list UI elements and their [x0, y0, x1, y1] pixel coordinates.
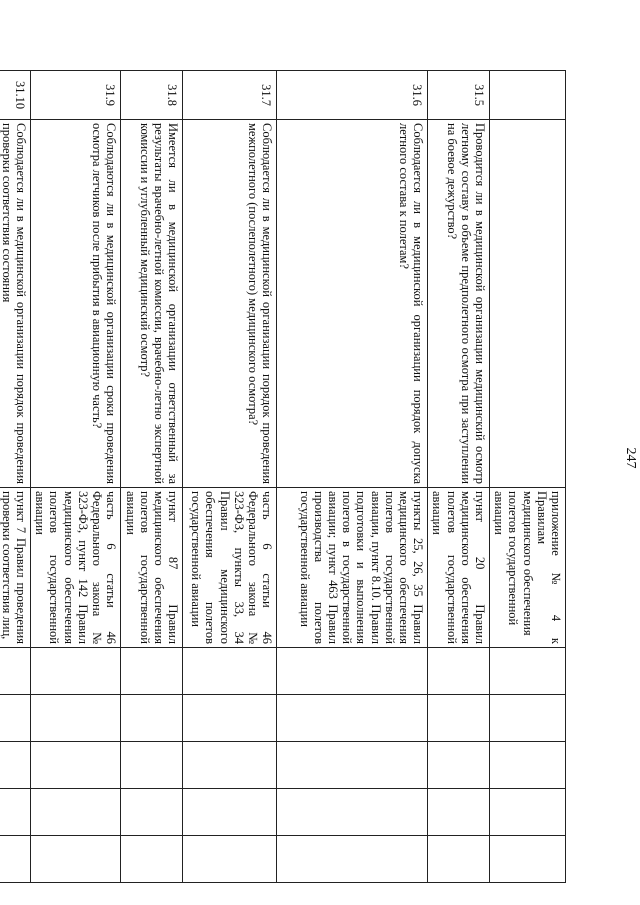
empty-cell — [428, 789, 490, 836]
empty-cell — [489, 836, 565, 883]
empty-cell — [277, 742, 428, 789]
empty-cell — [183, 789, 277, 836]
empty-cell — [121, 648, 183, 695]
question-cell: Имеется ли в медицинской организации ответственный за результаты врачебно-летной комиссии, врачебно-летно экспертной комиссии и углубленный медицинский осмотр? — [121, 120, 183, 488]
row-number — [489, 71, 565, 120]
empty-cell — [30, 695, 120, 742]
table-row — [30, 71, 120, 883]
empty-cell — [183, 648, 277, 695]
empty-cell — [0, 789, 30, 836]
row-number: 31.6 — [277, 71, 428, 120]
table-row — [277, 71, 428, 883]
empty-cell — [0, 742, 30, 789]
empty-cell — [121, 695, 183, 742]
empty-cell — [489, 742, 565, 789]
question-cell: Соблюдается ли в медицинской организации порядок проведения проверки соответствия состояния — [0, 120, 30, 488]
question-cell: Проводится ли в медицинской организации медицинский осмотр летному составу в объеме предполетного осмотра при заступлении на боевое дежурство? — [428, 120, 490, 488]
empty-cell — [489, 695, 565, 742]
reference-cell: пункт 20 Правил медицинского обеспечения полетов государственной авиации — [428, 488, 490, 648]
row-number: 31.7 — [183, 71, 277, 120]
reference-cell: пункт 7 Правил проведения проверки соответствия лиц, — [0, 488, 30, 648]
empty-cell — [121, 836, 183, 883]
question-cell: Соблюдается ли в медицинской организации порядок допуска летного состава к полетам? — [277, 120, 428, 488]
reference-cell: часть 6 статьи 46 Федерального закона № 323-ФЗ, пункт 142 Правил медицинского обеспечения полетов государственной авиации — [30, 488, 120, 648]
empty-cell — [277, 648, 428, 695]
empty-cell — [0, 695, 30, 742]
empty-cell — [428, 742, 490, 789]
empty-cell — [121, 742, 183, 789]
empty-cell — [0, 836, 30, 883]
row-number: 31.9 — [30, 71, 120, 120]
empty-cell — [428, 836, 490, 883]
empty-cell — [0, 648, 30, 695]
reference-cell: приложение № 4 к Правилам медицинского обеспечения полетов государственной авиации — [489, 488, 565, 648]
checklist-table-area — [0, 70, 566, 882]
empty-cell — [277, 836, 428, 883]
empty-cell — [277, 695, 428, 742]
table-row — [183, 71, 277, 883]
table-row — [489, 71, 565, 883]
empty-cell — [121, 789, 183, 836]
empty-cell — [489, 648, 565, 695]
table-row — [428, 71, 490, 883]
row-number: 31.8 — [121, 71, 183, 120]
question-cell: Соблюдается ли в медицинской организации порядок проведения межполетного (послеполетного) медицинского осмотра? — [183, 120, 277, 488]
empty-cell — [428, 695, 490, 742]
row-number: 31.5 — [428, 71, 490, 120]
question-cell — [489, 120, 565, 488]
row-number: 31.10 — [0, 71, 30, 120]
reference-cell: пункт 87 Правил медицинского обеспечения полетов государственной авиации — [121, 488, 183, 648]
checklist-table — [0, 70, 566, 883]
rotated-table-container — [0, 70, 566, 882]
empty-cell — [30, 742, 120, 789]
empty-cell — [428, 648, 490, 695]
table-row — [0, 71, 30, 883]
question-cell: Соблюдаются ли в медицинской организации сроки проведения осмотра летчиков после прибытия в авиационную часть? — [30, 120, 120, 488]
table-row — [121, 71, 183, 883]
empty-cell — [277, 789, 428, 836]
reference-cell: пункты 25, 26, 35 Правил медицинского обеспечения полетов государственной авиации, пункт 8.10. Правил подготовки и выполнения полетов в государственной авиации; пункт 463 Правил производства полетов государственной авиации — [277, 488, 428, 648]
empty-cell — [30, 648, 120, 695]
empty-cell — [183, 695, 277, 742]
empty-cell — [183, 836, 277, 883]
empty-cell — [489, 789, 565, 836]
empty-cell — [30, 836, 120, 883]
page-number: 247 — [623, 447, 638, 469]
empty-cell — [30, 789, 120, 836]
reference-cell: часть 6 статьи 46 Федерального закона № 323-ФЗ, пункты 33, 34 Правил медицинского обеспечения полетов государственной авиации — [183, 488, 277, 648]
empty-cell — [183, 742, 277, 789]
